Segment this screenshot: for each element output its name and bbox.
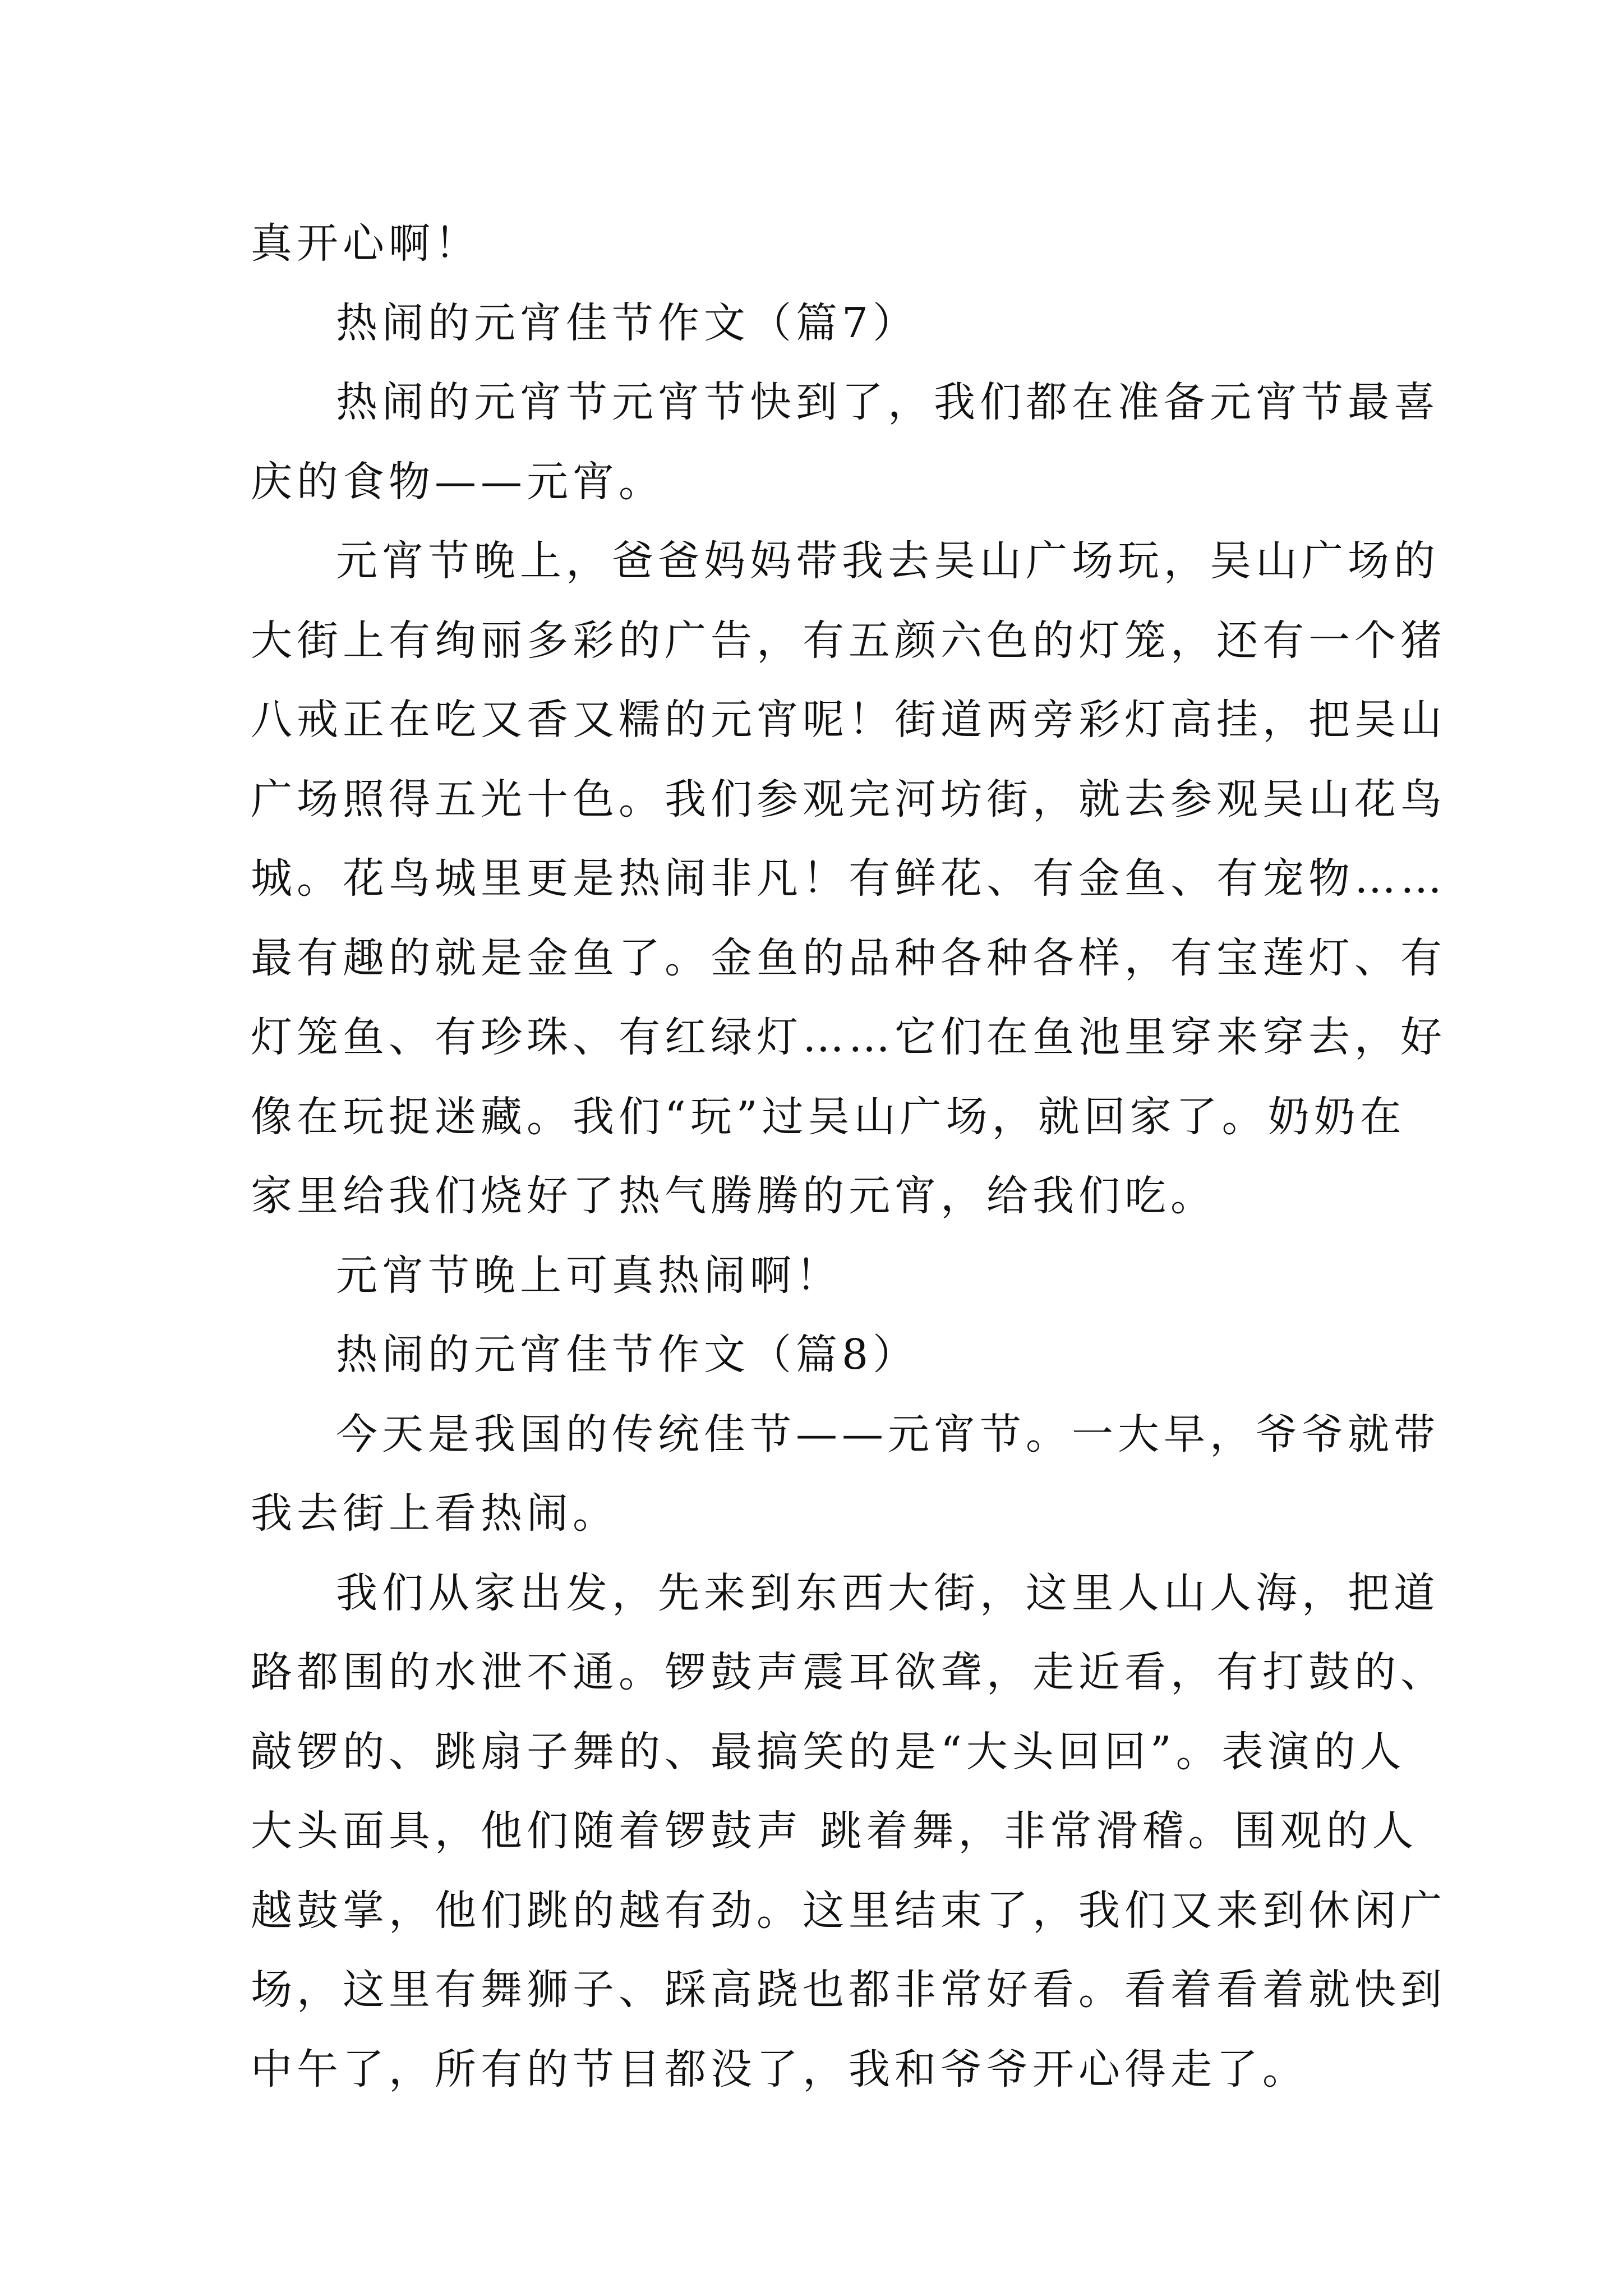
- text-line: 大街上有绚丽多彩的广告，有五颜六色的灯笼，还有一个猪: [251, 616, 1446, 665]
- text-line: 灯笼鱼、有珍珠、有红绿灯……它们在鱼池里穿来穿去，好: [251, 1013, 1446, 1061]
- section-heading: 热闹的元宵佳节作文（篇8）: [336, 1331, 919, 1379]
- text-line: 八戒正在吃又香又糯的元宵呢！街道两旁彩灯高挂，把吴山: [251, 696, 1446, 744]
- text-line: 真开心啊！: [251, 219, 481, 268]
- document-body: [251, 204, 1446, 2109]
- section-heading: 热闹的元宵佳节作文（篇7）: [336, 298, 919, 347]
- text-line: 元宵节晚上可真热闹啊！: [336, 1251, 842, 1300]
- text-line: 大头面具，他们随着锣鼓声 跳着舞，非常滑稽。围观的人: [251, 1807, 1418, 1855]
- text-line: 广场照得五光十色。我们参观完河坊街，就去参观吴山花鸟: [251, 775, 1446, 823]
- text-line: 元宵节晚上，爸爸妈妈带我去吴山广场玩，吴山广场的: [336, 537, 1440, 585]
- text-line: 热闹的元宵节元宵节快到了，我们都在准备元宵节最喜: [336, 378, 1440, 426]
- text-line: 庆的食物——元宵。: [251, 457, 665, 506]
- text-line: 城。花鸟城里更是热闹非凡！有鲜花、有金鱼、有宠物……: [251, 854, 1446, 903]
- text-line: 我去街上看热闹。: [251, 1489, 619, 1538]
- text-line: 像在玩捉迷藏。我们“玩”过吴山广场，就回家了。奶奶在: [251, 1092, 1406, 1141]
- text-line: 最有趣的就是金鱼了。金鱼的品种各种各样，有宝莲灯、有: [251, 933, 1446, 982]
- text-line: 场，这里有舞狮子、踩高跷也都非常好看。看着看着就快到: [251, 1966, 1446, 2014]
- text-line: 路都围的水泄不通。锣鼓声震耳欲聋，走近看，有打鼓的、: [251, 1648, 1446, 1696]
- text-line: 敲锣的、跳扇子舞的、最搞笑的是“大头回回”。表演的人: [251, 1727, 1406, 1776]
- text-line: 中午了，所有的节目都没了，我和爷爷开心得走了。: [251, 2045, 1308, 2093]
- text-line: 越鼓掌，他们跳的越有劲。这里结束了，我们又来到休闲广: [251, 1886, 1446, 1935]
- text-line: 今天是我国的传统佳节——元宵节。一大早，爷爷就带: [336, 1410, 1440, 1458]
- text-line: 家里给我们烧好了热气腾腾的元宵，给我们吃。: [251, 1172, 1216, 1220]
- text-line: 我们从家出发，先来到东西大街，这里人山人海，把道: [336, 1568, 1440, 1617]
